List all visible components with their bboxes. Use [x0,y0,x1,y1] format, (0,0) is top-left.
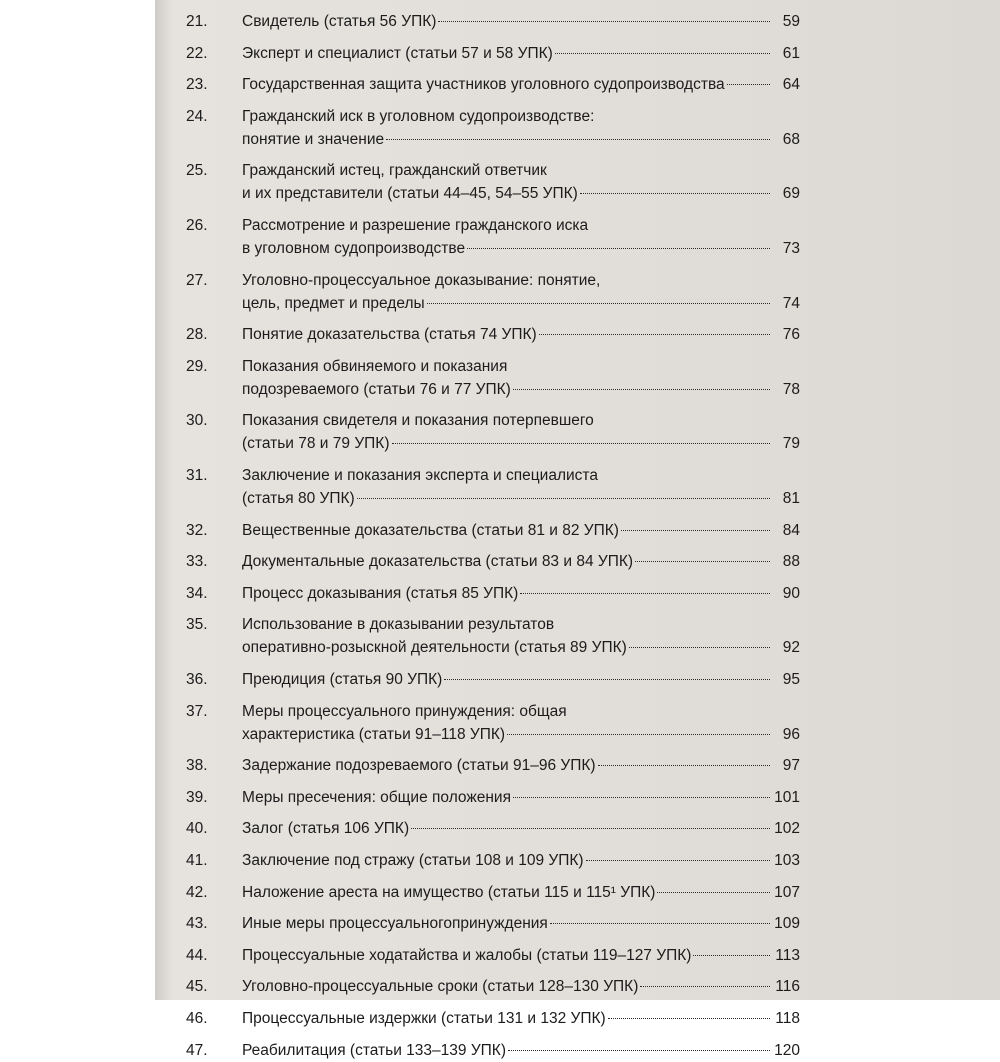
toc-entry-number: 32. [186,521,208,539]
toc-entry-title [242,214,802,260]
toc-entry-title [242,754,802,777]
toc-entry-number: 36. [186,671,208,688]
dot-leader [520,593,770,594]
toc-entry-title-line: Гражданский истец, гражданский ответчик [242,162,547,180]
toc-entry-title [242,849,802,872]
toc-entry-page-number: 90 [782,584,800,602]
toc-entry-page-number: 113 [775,946,800,964]
toc-entry-title-line: Показания свидетеля и показания потерпевшего [242,412,594,430]
toc-entry-page-number: 96 [782,725,800,743]
toc-entry-title-line: Эксперт и специалист (статьи 57 и 58 УПК) [242,44,553,62]
toc-entry-number: 42. [186,883,208,901]
toc-entry-title-line: Преюдиция (статья 90 УПК) [242,671,443,688]
toc-entry-title-line: оперативно-розыскной деятельности (статья 89 УПК) [242,639,627,657]
toc-entry-title-line: Вещественные доказательства (статьи 81 и 82 УПК) [242,521,619,539]
toc-entry-title [242,42,802,65]
toc-entry-page-number: 61 [782,44,800,62]
toc-entry-page-number: 59 [782,13,800,30]
toc-entry-number: 29. [186,357,208,375]
toc-entry-page-number: 102 [774,820,800,838]
toc-entry-title-line: Уголовно-процессуальное доказывание: понятие, [242,271,601,289]
dot-leader [357,498,770,499]
toc-entry-title [242,582,802,605]
toc-entry-title [242,269,802,315]
toc-entry-page-number: 84 [782,521,800,539]
page-spine-shadow [155,0,173,1000]
toc-entry-title-line: Уголовно-процессуальные сроки (статьи 128–130 УПК) [242,978,639,996]
toc-entry-number: 33. [186,553,208,571]
toc-entry-page-number: 81 [782,490,800,507]
toc-entry-title [242,1039,802,1062]
dot-leader [386,139,770,140]
dot-leader [411,828,770,829]
dot-leader [513,797,770,798]
dot-leader [467,248,770,249]
dot-leader [598,765,770,766]
toc-entry-page-number: 69 [782,185,800,203]
toc-entry-title [242,464,802,510]
toc-entry-number: 38. [186,757,208,775]
toc-entry-number: 40. [186,820,208,838]
toc-entry-page-number: 78 [782,380,800,398]
toc-entry-number: 43. [186,915,208,933]
toc-entry-title [242,159,802,205]
toc-entry-number: 28. [186,326,208,344]
toc-entry-title-line: в уголовном судопроизводстве [242,240,466,257]
toc-entry-number: 26. [186,217,208,234]
toc-entry-page-number: 103 [774,852,800,869]
dot-leader [427,303,770,304]
toc-entry-page-number: 97 [782,757,800,775]
toc-entry-title [242,881,802,904]
toc-entry-number: 30. [186,412,208,430]
toc-entry-title [242,73,802,96]
toc-entry-number: 24. [186,107,208,125]
dot-leader [513,389,770,390]
toc-entry-page-number: 88 [782,553,800,571]
toc-entry-title [242,1007,802,1030]
toc-entry-title-line: Процессуальные издержки (статьи 131 и 132 УПК) [242,1010,606,1027]
toc-entry-page-number: 64 [782,76,800,94]
toc-entry-page-number: 109 [774,915,800,933]
toc-entry-page-number: 95 [782,671,800,688]
dot-leader [621,530,770,531]
toc-entry-title-line: Иные меры процессуальногопринуждения [242,915,548,933]
toc-entry-number: 37. [186,702,208,720]
toc-entry-title-line: Заключение под стражу (статьи 108 и 109 УПК) [242,852,584,869]
dot-leader [580,193,770,194]
toc-entry-number: 27. [186,271,208,289]
dot-leader [586,860,770,861]
toc-entry-title-line: Задержание подозреваемого (статьи 91–96 УПК) [242,757,596,775]
toc-entry-title [242,912,802,935]
dot-leader [555,53,770,54]
toc-entry-title [242,323,802,346]
toc-entry-title-line: Реабилитация (статьи 133–139 УПК) [242,1041,506,1059]
toc-entry-number: 46. [186,1010,208,1027]
toc-entry-title [242,409,802,455]
toc-entry-title [242,519,802,542]
toc-entry-title [242,975,802,998]
toc-entry-title [242,700,802,746]
toc-entry-page-number: 79 [782,435,800,453]
toc-entry-title [242,613,802,659]
toc-entry-page-number: 76 [782,326,800,344]
toc-entry-number: 35. [186,616,208,634]
toc-entry-page-number: 92 [782,639,800,657]
toc-entry-title-line: цель, предмет и пределы [242,294,425,312]
toc-entry-number: 34. [186,584,208,602]
toc-entry-title-line: подозреваемого (статьи 76 и 77 УПК) [242,380,511,398]
dot-leader [508,1050,770,1051]
dot-leader [635,561,770,562]
toc-entry-page-number: 73 [782,240,800,257]
toc-entry-number: 22. [186,44,208,62]
toc-entry-title-line: Показания обвиняемого и показания [242,357,508,375]
dot-leader [539,334,770,335]
toc-entry-title-line: Меры пресечения: общие положения [242,788,511,806]
toc-entry-page-number: 118 [775,1010,800,1027]
toc-entry-title-line: Меры процессуального принуждения: общая [242,702,567,720]
toc-entry-title-line: Заключение и показания эксперта и специалиста [242,467,598,484]
dot-leader [507,734,770,735]
toc-entry-title-line: Свидетель (статья 56 УПК) [242,13,437,30]
toc-entry-title [242,550,802,573]
toc-entry-title-line: Государственная защита участников уголовного судопроизводства [242,76,725,94]
toc-entry-number: 25. [186,162,208,180]
toc-entry-title [242,786,802,809]
toc-entry-page-number: 74 [782,294,800,312]
toc-entry-number: 39. [186,788,208,806]
toc-entry-title-line: и их представители (статьи 44–45, 54–55 УПК) [242,185,578,203]
dot-leader [629,647,770,648]
toc-entry-title [242,668,802,691]
toc-entry-title [242,817,802,840]
dot-leader [608,1018,770,1019]
dot-leader [392,443,771,444]
toc-entry-number: 44. [186,946,208,964]
toc-entry-title-line: Рассмотрение и разрешение гражданского иска [242,217,589,234]
toc-entry-number: 23. [186,76,208,94]
toc-entry-title-line: Документальные доказательства (статьи 83 и 84 УПК) [242,553,634,571]
toc-entry-number: 41. [186,852,208,869]
toc-entry-page-number: 107 [774,883,800,901]
toc-entry-number: 31. [186,467,208,484]
dot-leader [727,84,770,85]
toc-entry-title [242,105,802,151]
toc-entry-page-number: 116 [775,978,800,996]
toc-entry-title [242,10,802,33]
toc-entry-title-line: (статья 80 УПК) [242,490,355,507]
toc-entry-title-line: Процессуальные ходатайства и жалобы (статьи 119–127 УПК) [242,946,692,964]
toc-entry-title-line: Использование в доказывании результатов [242,616,555,634]
toc-entry-number: 21. [186,13,208,30]
dot-leader [550,923,770,924]
toc-entry-title-line: характеристика (статьи 91–118 УПК) [242,725,506,743]
toc-entry-title [242,944,802,967]
toc-entry-number: 47. [186,1041,208,1059]
toc-entry-title-line: Наложение ареста на имущество (статьи 115 и 115¹ УПК) [242,883,656,901]
toc-entry-number: 45. [186,978,208,996]
toc-entry-title [242,355,802,401]
dot-leader [444,679,770,680]
toc-entry-page-number: 120 [774,1041,800,1059]
dot-leader [640,986,770,987]
dot-leader [438,21,770,22]
toc-entry-title-line: Процесс доказывания (статья 85 УПК) [242,584,519,602]
dot-leader [657,892,770,893]
toc-entry-page-number: 68 [782,130,800,148]
toc-entry-page-number: 101 [774,788,800,806]
toc-entry-title-line: Залог (статья 106 УПК) [242,820,410,838]
toc-entry-title-line: Гражданский иск в уголовном судопроизводстве: [242,107,595,125]
toc-entry-title-line: Понятие доказательства (статья 74 УПК) [242,326,537,344]
dot-leader [693,955,770,956]
toc-entry-title-line: понятие и значение [242,130,385,148]
toc-entry-title-line: (статьи 78 и 79 УПК) [242,435,390,453]
